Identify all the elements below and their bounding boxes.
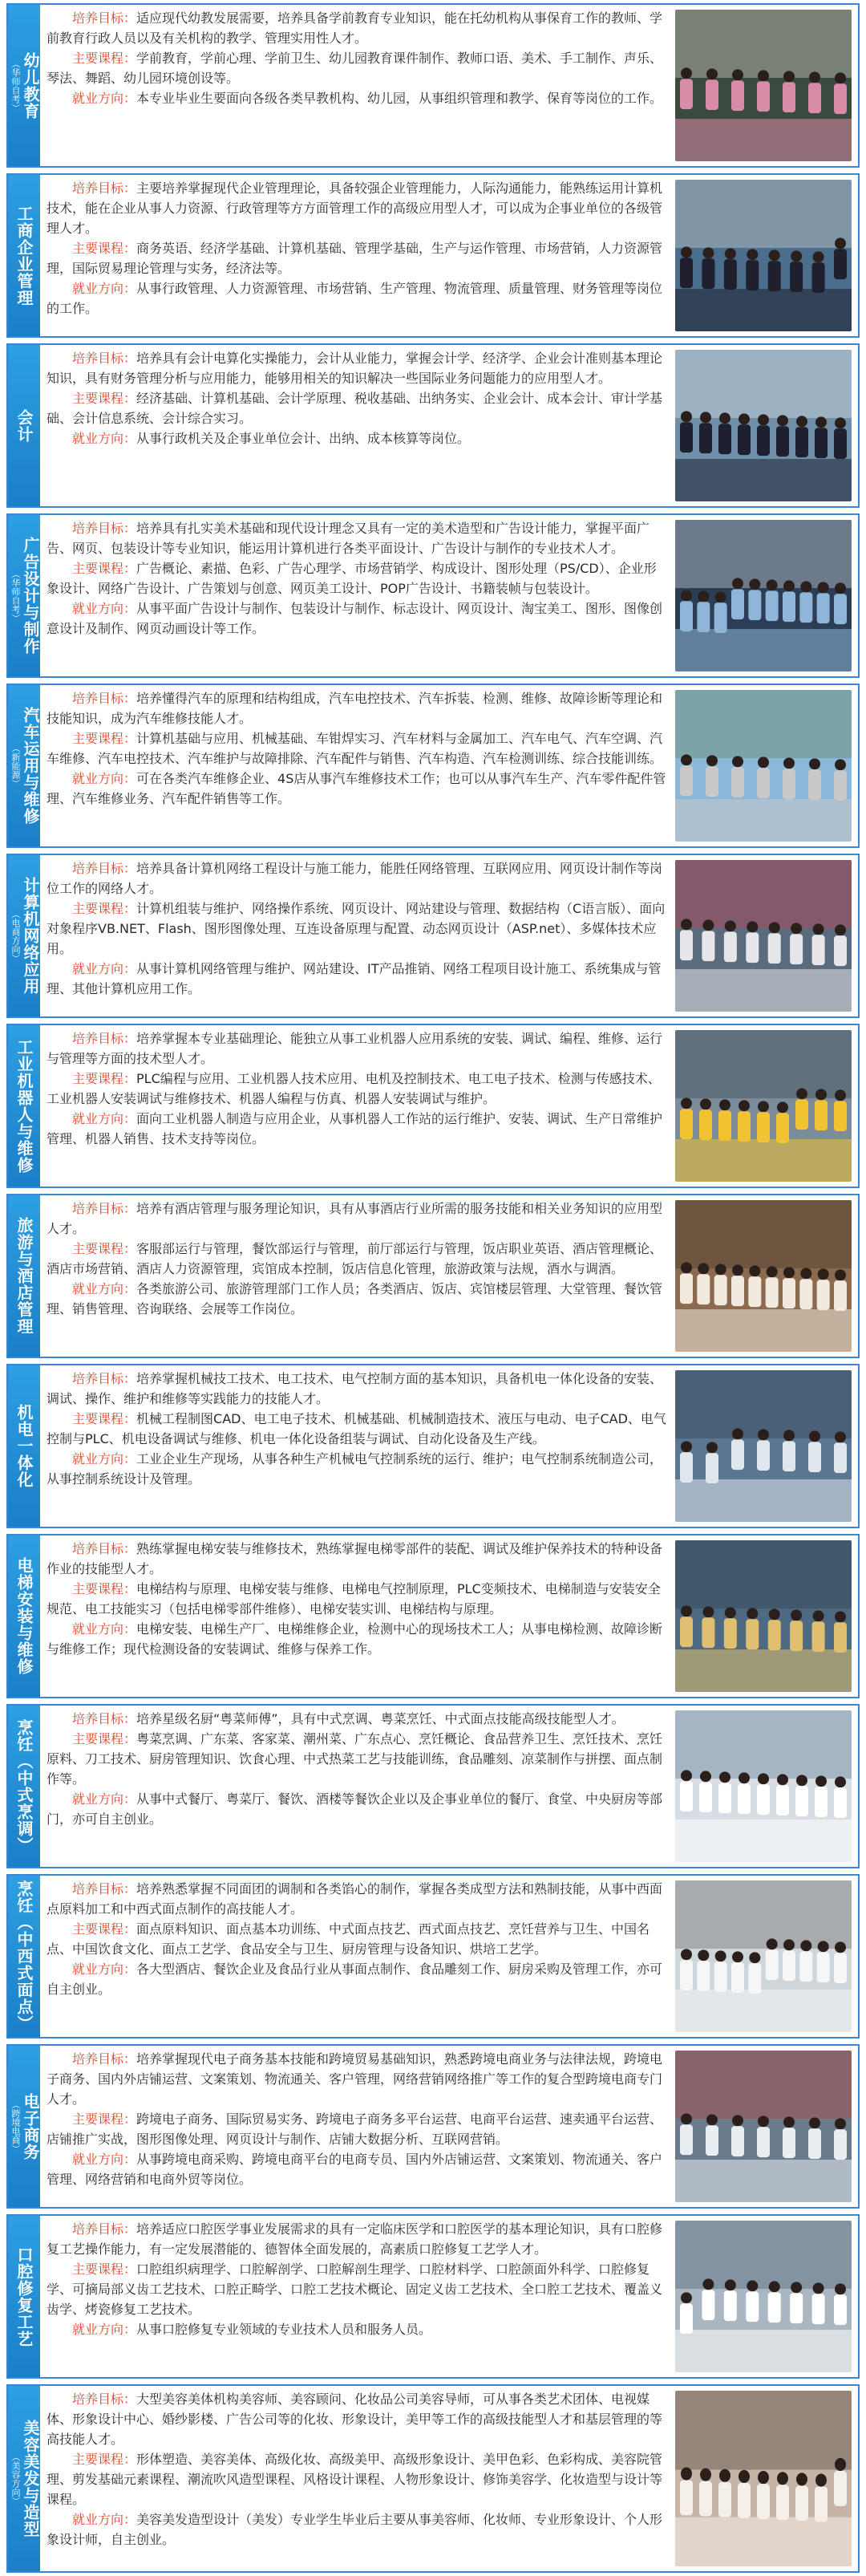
program-card xyxy=(6,1364,860,1528)
goal-text: 大型美容美体机构美容师、美容顾问、化妆品公司美容导师，可从事各类艺术团体、电视媒体、形象设计中心、婚纱影楼、广告公司等的化妆、形象设计，美甲等工作的高级技能型人才和基层管理的等高技能人才。 xyxy=(47,2391,663,2447)
program-title: 汽车运用与维修 xyxy=(21,707,40,825)
program-title: 美容美发与造型 xyxy=(21,2420,40,2537)
program-tab xyxy=(8,1025,40,1187)
career-line xyxy=(47,1959,669,1999)
program-title: 工商企业管理 xyxy=(14,205,34,306)
program-card xyxy=(6,2384,860,2573)
courses-label: 主要课程： xyxy=(72,2262,137,2277)
career-label: 就业方向： xyxy=(72,1961,137,1977)
courses-text: 客服部运行与管理，餐饮部运行与管理，前厅部运行与管理，饭店职业英语、酒店管理概论、酒店市场营销、酒店人力资源管理，宾馆成本控制，饭店信息化管理，旅游政策与法规，酒水与调酒。 xyxy=(47,1241,663,1276)
elevator-lab-photo xyxy=(675,1540,852,1692)
program-description xyxy=(47,348,669,503)
courses-label: 主要课程： xyxy=(72,901,137,916)
program-card xyxy=(6,1534,860,1698)
beauty-salon-photo xyxy=(675,2391,852,2566)
goal-line xyxy=(47,1539,669,1579)
robot-arm-photo xyxy=(675,1030,852,1182)
program-description xyxy=(47,1539,669,1694)
program-photo xyxy=(675,1030,852,1182)
program-title: 口腔修复工艺 xyxy=(14,2245,34,2347)
program-photo xyxy=(675,690,852,842)
career-text: 从事跨境电商采购、跨境电商平台的电商专员、国内外店铺运营、文案策划、物流通关、客户管理、网络营销和电商外贸等岗位。 xyxy=(47,2152,663,2187)
program-tab xyxy=(8,1195,40,1357)
career-label: 就业方向： xyxy=(72,771,137,786)
courses-text: 面点原料知识、面点基本功训练、中式面点技艺、西式面点技艺、烹饪营养与卫生、中国名点、中国饮食文化、面点工艺学、食品安全与卫生、厨房管理与设备知识、烘培工艺学。 xyxy=(47,1921,650,1957)
courses-label: 主要课程： xyxy=(72,2452,137,2467)
goal-line xyxy=(47,1028,669,1069)
career-line xyxy=(47,2149,669,2189)
courses-label: 主要课程： xyxy=(72,1731,137,1746)
goal-text: 培养懂得汽车的原理和结构组成，汽车电控技术、汽车拆装、检测、维修、故障诊断等理论和技能知识，成为汽车维修技能人才。 xyxy=(47,691,663,726)
program-description xyxy=(47,688,669,843)
program-tab xyxy=(8,1365,40,1527)
computer-lab-photo xyxy=(675,860,852,1012)
program-card xyxy=(6,343,860,508)
career-label: 就业方向： xyxy=(72,1791,137,1807)
goal-label: 培养目标： xyxy=(72,351,137,366)
program-description xyxy=(47,2389,669,2568)
program-card xyxy=(6,1194,860,1358)
goal-text: 培养有酒店管理与服务理论知识，具有从事酒店行业所需的服务技能和相关业务知识的应用型人才。 xyxy=(47,1201,663,1236)
program-photo xyxy=(675,1540,852,1692)
program-photo xyxy=(675,1880,852,2032)
program-description xyxy=(47,858,669,1013)
program-description xyxy=(47,1028,669,1183)
courses-text: 跨境电子商务、国际贸易实务、跨境电子商务多平台运营、电商平台运营、速卖通平台运营、店铺推广实战，图形图像处理、网页设计与制作、店铺大数据分析、互联网营销。 xyxy=(47,2112,663,2147)
hotel-service-photo xyxy=(675,1200,852,1352)
career-label: 就业方向： xyxy=(72,1111,137,1126)
courses-line xyxy=(47,1069,669,1109)
program-photo xyxy=(675,2051,852,2202)
program-description xyxy=(47,1199,669,1353)
career-text: 可在各类汽车维修企业、4S店从事汽车维修技术工作；也可以从事汽车生产、汽车零件配件管理、汽车维修业务、汽车配件销售等工作。 xyxy=(47,771,666,806)
campus-building-photo xyxy=(675,690,852,842)
goal-line xyxy=(47,1709,669,1729)
program-card xyxy=(6,2044,860,2209)
program-photo xyxy=(675,1710,852,1862)
program-title: 会计 xyxy=(14,408,34,443)
program-title: 烹饪（中西式面点） xyxy=(14,1880,34,2032)
goal-text: 培养具备计算机网络工程设计与施工能力，能胜任网络管理、互联网应用、网页设计制作等岗位工作的网络人才。 xyxy=(47,861,663,896)
program-photo xyxy=(675,2221,852,2372)
program-title: 电梯安装与维修 xyxy=(14,1557,34,1675)
goal-text: 主要培养掌握现代企业管理理论，具备较强企业管理能力，人际沟通能力，能熟练运用计算机技术，能在企业从事人力资源、行政管理等方方面管理工作的高级应用型人才，可以成为企事业单位的各级管理人才。 xyxy=(47,181,663,236)
career-label: 就业方向： xyxy=(72,2512,137,2527)
goal-line xyxy=(47,2049,669,2109)
program-description xyxy=(47,178,669,333)
courses-text: 商务英语、经济学基础、计算机基础、管理学基础，生产与运作管理、市场营销，人力资源管理，国际贸易理论管理与实务，经济法等。 xyxy=(47,241,663,276)
program-subtitle: （华师自考） xyxy=(10,569,21,623)
program-subtitle: （新能源） xyxy=(10,744,21,788)
courses-text: 粤菜烹调、广东菜、客家菜、潮州菜、广东点心、烹饪概论、食品营养卫生、烹饪技术、烹饪原料、刀工技术、厨房管理知识、饮食心理、中式热菜工艺与技能训练，食品雕刻、凉菜制作与拼摆、面点制作等。 xyxy=(47,1731,663,1787)
career-line xyxy=(47,598,669,639)
program-description xyxy=(47,1879,669,2034)
goal-line xyxy=(47,518,669,558)
program-title: 机电一体化 xyxy=(14,1404,34,1488)
goal-line xyxy=(47,348,669,388)
courses-label: 主要课程： xyxy=(72,1411,137,1426)
courses-label: 主要课程： xyxy=(72,1921,137,1937)
program-subtitle: （华师自考） xyxy=(10,59,21,112)
career-line xyxy=(47,1789,669,1829)
goal-line xyxy=(47,1879,669,1919)
career-label: 就业方向： xyxy=(72,91,137,106)
program-tab xyxy=(8,855,40,1016)
courses-line xyxy=(47,238,669,278)
goal-text: 培养适应口腔医学事业发展需求的具有一定临床医学和口腔医学的基本理论知识，具有口腔修复工艺操作能力，有一定发展潜能的、德智体全面发展的，高素质口腔修复工艺学人才。 xyxy=(47,2221,663,2257)
program-card xyxy=(6,1704,860,1868)
goal-text: 适应现代幼教发展需要，培养具备学前教育专业知识，能在托幼机构从事保育工作的教师、学前教育行政人员以及有关机构的教学、管理实用性人才。 xyxy=(47,10,663,46)
program-tab xyxy=(8,515,40,676)
career-text: 从事中式餐厅、粤菜厅、餐饮、酒楼等餐饮企业以及企事业单位的餐厅、食堂、中央厨房等部门，亦可自主创业。 xyxy=(47,1791,663,1827)
goal-line xyxy=(47,8,669,48)
goal-label: 培养目标： xyxy=(72,1031,137,1046)
program-title: 计算机网络应用 xyxy=(21,877,40,995)
courses-line xyxy=(47,1919,669,1959)
goal-label: 培养目标： xyxy=(72,861,137,876)
career-line xyxy=(47,278,669,318)
courses-text: 计算机基础与应用、机械基础、车钳焊实习、汽车材料与金属加工、汽车电气、汽车空调、汽车维修、汽车电控技术、汽车维护与故障排除、汽车配件与销售、汽车构造、汽车检测训练、综合技能训练。 xyxy=(47,731,663,766)
career-line xyxy=(47,1109,669,1149)
program-title: 烹饪（中式烹调） xyxy=(14,1718,34,1854)
goal-label: 培养目标： xyxy=(72,2221,137,2237)
career-line xyxy=(47,428,669,448)
computer-design-photo xyxy=(675,520,852,671)
group-portrait-photo xyxy=(675,350,852,501)
program-photo xyxy=(675,1200,852,1352)
courses-text: PLC编程与应用、工业机器人技术应用、电机及控制技术、电工电子技术、检测与传感技术、工业机器人安装调试与维修技术、机器人编程与仿真、机器人安装调试与维护。 xyxy=(47,1071,661,1106)
goal-label: 培养目标： xyxy=(72,1371,137,1386)
career-text: 从事计算机网络管理与维护、网站建设、IT产品推销、网络工程项目设计施工、系统集成与管理、其他计算机应用工作。 xyxy=(47,961,662,996)
program-photo xyxy=(675,2391,852,2566)
program-tab xyxy=(8,2216,40,2377)
goal-line xyxy=(47,178,669,238)
goal-label: 培养目标： xyxy=(72,2051,137,2067)
program-tab xyxy=(8,685,40,846)
program-photo xyxy=(675,180,852,331)
goal-label: 培养目标： xyxy=(72,521,137,536)
courses-line xyxy=(47,899,669,959)
goal-line xyxy=(47,2389,669,2449)
career-label: 就业方向： xyxy=(72,961,137,976)
goal-text: 熟练掌握电梯安装与维修技术，熟练掌握电梯零部件的装配、调试及维护保养技术的特种设备作业的技能型人才。 xyxy=(47,1541,663,1576)
goal-label: 培养目标： xyxy=(72,1711,137,1726)
career-label: 就业方向： xyxy=(72,1621,137,1637)
courses-text: 经济基础、计算机基础、会计学原理、税收基础、出纳务实、企业会计、成本会计、审计学基础、会计信息系统、会计综合实习。 xyxy=(47,391,663,426)
career-line xyxy=(47,2319,669,2339)
program-card xyxy=(6,513,860,678)
career-line xyxy=(47,1449,669,1489)
career-line xyxy=(47,1279,669,1319)
program-description xyxy=(47,8,669,163)
courses-line xyxy=(47,2109,669,2149)
goal-line xyxy=(47,858,669,899)
courses-label: 主要课程： xyxy=(72,241,137,256)
goal-line xyxy=(47,1199,669,1239)
program-tab xyxy=(8,2386,40,2571)
courses-text: 形体塑造、美容美体、高级化妆、高级美甲、高级形象设计、美甲色彩、色彩构成、美容院管理、剪发基础元素课程、潮流吹风造型课程、风格设计课程、人物形象设计、修饰美容学、化妆造型与设计等课程。 xyxy=(47,2452,663,2507)
program-photo xyxy=(675,1370,852,1522)
courses-text: 口腔组织病理学、口腔解剖学、口腔解剖生理学、口腔材料学、口腔颌面外科学、口腔修复学、可摘局部义齿工艺技术、口腔正畸学、口腔工艺技术概论、固定义齿工艺技术、全口腔工艺技术、覆盖义齿学、烤瓷修复工艺技术。 xyxy=(47,2262,663,2317)
program-card xyxy=(6,684,860,848)
courses-line xyxy=(47,2259,669,2319)
courses-label: 主要课程： xyxy=(72,51,137,66)
goal-line xyxy=(47,2219,669,2259)
goal-label: 培养目标： xyxy=(72,691,137,706)
program-title: 电子商务 xyxy=(21,2092,40,2160)
courses-label: 主要课程： xyxy=(72,2112,137,2127)
courses-label: 主要课程： xyxy=(72,1241,137,1256)
career-label: 就业方向： xyxy=(72,431,137,446)
career-text: 面向工业机器人制造与应用企业，从事机器人工作站的运行维护、安装、调试、生产日常维护管理、机器人销售、技术支持等岗位。 xyxy=(47,1111,663,1146)
goal-text: 培养掌握机械技工技术、电工技术、电气控制方面的基本知识，具备机电一体化设备的安装、调试、操作、维护和维修等实践能力的技能人才。 xyxy=(47,1371,663,1406)
courses-label: 主要课程： xyxy=(72,1581,137,1596)
program-tab xyxy=(8,345,40,506)
goal-label: 培养目标： xyxy=(72,2391,137,2407)
career-label: 就业方向： xyxy=(72,281,137,296)
program-title: 旅游与酒店管理 xyxy=(14,1217,34,1335)
pastry-class-photo xyxy=(675,1880,852,2032)
career-label: 就业方向： xyxy=(72,1281,137,1296)
career-text: 本专业毕业生要面向各级各类早教机构、幼儿园，从事组织管理和教学、保育等岗位的工作。 xyxy=(136,91,663,106)
courses-label: 主要课程： xyxy=(72,561,137,576)
goal-text: 培养掌握本专业基础理论、能独立从事工业机器人应用系统的安装、调试、编程、维修、运行与管理等方面的技术型人才。 xyxy=(47,1031,663,1066)
program-card xyxy=(6,2214,860,2379)
courses-label: 主要课程： xyxy=(72,1071,137,1086)
program-tab xyxy=(8,1706,40,1867)
career-label: 就业方向： xyxy=(72,1451,137,1466)
courses-line xyxy=(47,558,669,598)
courses-text: 计算机组装与维护、网络操作系统、网页设计、网站建设与管理、数据结构（C语言版）、面向对象程序VB.NET、Flash、图形图像处理、互连设备原理与配置、动态网页设计（ASP.net）、多媒体技术应用。 xyxy=(47,901,666,956)
program-tab xyxy=(8,1535,40,1697)
program-description xyxy=(47,2049,669,2204)
program-description xyxy=(47,1369,669,1523)
program-card xyxy=(6,854,860,1018)
program-subtitle: （电商方向） xyxy=(10,909,21,963)
goal-text: 培养掌握现代电子商务基本技能和跨境贸易基础知识，熟悉跨境电商业务与法律法规，跨境电子商务、国内外店铺运营、文案策划、物流通关、客户管理，网络营销网络推广等工作的复合型跨境电商专门人才。 xyxy=(47,2051,663,2107)
career-label: 就业方向： xyxy=(72,601,137,616)
uniform-students-photo xyxy=(675,180,852,331)
courses-text: 电梯结构与原理、电梯安装与维修、电梯电气控制原理，PLC变频技术、电梯制造与安装安全规范、电工技能实习（包括电梯零部件维修）、电梯安装实训、电梯结构与原理。 xyxy=(47,1581,661,1617)
career-text: 工业企业生产现场，从事各种生产机械电气控制系统的运行、维护；电气控制系统制造公司，从事控制系统设计及管理。 xyxy=(47,1451,663,1487)
career-text: 美容美发造型设计（美发）专业学生毕业后主要从事美容师、化妆师、专业形象设计、个人形象设计师，自主创业。 xyxy=(47,2512,663,2547)
goal-text: 培养星级名厨“粤菜师傅”，具有中式烹调、粤菜烹饪、中式面点技能高级技能型人才。 xyxy=(136,1711,625,1726)
courses-line xyxy=(47,2449,669,2509)
workshop-photo xyxy=(675,1370,852,1522)
program-title: 工业机器人与维修 xyxy=(14,1038,34,1174)
program-photo xyxy=(675,350,852,501)
courses-label: 主要课程： xyxy=(72,731,137,746)
courses-line xyxy=(47,728,669,769)
goal-line xyxy=(47,688,669,728)
goal-text: 培养熟悉掌握不同面团的调制和各类馅心的制作，掌握各类成型方法和熟制技能，从事中西面点原料加工和中西式面点制作的高技能人才。 xyxy=(47,1881,663,1917)
program-tab xyxy=(8,5,40,166)
program-card xyxy=(6,3,860,168)
courses-line xyxy=(47,48,669,88)
cooking-class-photo xyxy=(675,1710,852,1862)
courses-line xyxy=(47,1239,669,1279)
program-description xyxy=(47,518,669,673)
courses-line xyxy=(47,1409,669,1449)
program-photo xyxy=(675,860,852,1012)
courses-text: 机械工程制图CAD、电工电子技术、机械基础、机械制造技术、液压与电动、电子CAD、电气控制与PLC、机电设备调试与维修、机电一体化设备组装与调试、自动化设备及生产线。 xyxy=(47,1411,666,1446)
program-tab xyxy=(8,1876,40,2037)
career-text: 各大型酒店、餐饮企业及食品行业从事面点制作、食品雕刻工作、厨房采购及管理工作，亦可自主创业。 xyxy=(47,1961,663,1997)
career-line xyxy=(47,88,669,108)
program-card xyxy=(6,1024,860,1188)
goal-label: 培养目标： xyxy=(72,181,137,196)
dance-class-photo xyxy=(675,10,852,161)
program-description xyxy=(47,2219,669,2374)
career-text: 各类旅游公司、旅游管理部门工作人员；各类酒店、饭店、宾馆楼层管理、大堂管理、餐饮管理、销售管理、咨询联络、会展等工作岗位。 xyxy=(47,1281,663,1316)
goal-label: 培养目标： xyxy=(72,10,137,26)
career-label: 就业方向： xyxy=(72,2322,137,2337)
goal-label: 培养目标： xyxy=(72,1201,137,1216)
program-title: 广告设计与制作 xyxy=(21,537,40,655)
career-line xyxy=(47,2509,669,2550)
courses-label: 主要课程： xyxy=(72,391,137,406)
courses-line xyxy=(47,1729,669,1789)
goal-text: 培养具有扎实美术基础和现代设计理念又具有一定的美术造型和广告设计能力，掌握平面广告、网页、包装设计等专业知识，能运用计算机进行各类平面设计、广告设计与制作的专业技术人才。 xyxy=(47,521,650,556)
goal-label: 培养目标： xyxy=(72,1881,137,1897)
career-text: 从事行政管理、人力资源管理、市场营销、生产管理、物流管理、质量管理、财务管理等岗位的工作。 xyxy=(47,281,663,316)
career-line xyxy=(47,769,669,809)
career-text: 从事行政机关及企事业单位会计、出纳、成本核算等岗位。 xyxy=(136,431,471,446)
career-text: 从事口腔修复专业领域的专业技术人员和服务人员。 xyxy=(136,2322,432,2337)
career-line xyxy=(47,1619,669,1659)
courses-line xyxy=(47,388,669,428)
career-label: 就业方向： xyxy=(72,2152,137,2167)
goal-text: 培养具有会计电算化实操能力，会计从业能力，掌握会计学、经济学、企业会计准则基本理论知识，具有财务管理分析与应用能力，能够用相关的知识解决一些国际业务问题能力的应用型人才。 xyxy=(47,351,663,386)
program-card xyxy=(6,173,860,338)
dental-lab-photo xyxy=(675,2221,852,2372)
program-subtitle: （美容方向） xyxy=(10,2452,21,2505)
courses-line xyxy=(47,1579,669,1619)
program-tab xyxy=(8,175,40,336)
ecommerce-lab-photo xyxy=(675,2051,852,2202)
program-card xyxy=(6,1874,860,2038)
courses-text: 广告概论、素描、色彩、广告心理学、市场营销学、构成设计、图形处理（PS/CD）、企业形象设计、网络广告设计、广告策划与创意、网页美工设计、POP广告设计、书籍装帧与包装设计。 xyxy=(47,561,657,596)
courses-text: 学前教育，学前心理、学前卫生、幼儿园教育课件制作、教师口语、美术、手工制作、声乐、琴法、舞蹈、幼儿园环境创设等。 xyxy=(47,51,663,86)
program-description xyxy=(47,1709,669,1864)
program-photo xyxy=(675,520,852,671)
career-text: 从事平面广告设计与制作、包装设计与制作、标志设计、网页设计、淘宝美工、图形、图像创意设计及制作、网页动画设计等工作。 xyxy=(47,601,663,636)
program-subtitle: （跨境电商） xyxy=(10,2099,21,2153)
program-title: 幼儿教育 xyxy=(21,51,40,120)
goal-label: 培养目标： xyxy=(72,1541,137,1556)
goal-line xyxy=(47,1369,669,1409)
program-tab xyxy=(8,2046,40,2207)
career-line xyxy=(47,959,669,999)
program-photo xyxy=(675,10,852,161)
career-text: 电梯安装、电梯生产厂、电梯维修企业，检测中心的现场技术工人；从事电梯检测、故障诊断与维修工作；现代检测设备的安装调试、维修与保养工作。 xyxy=(47,1621,663,1657)
